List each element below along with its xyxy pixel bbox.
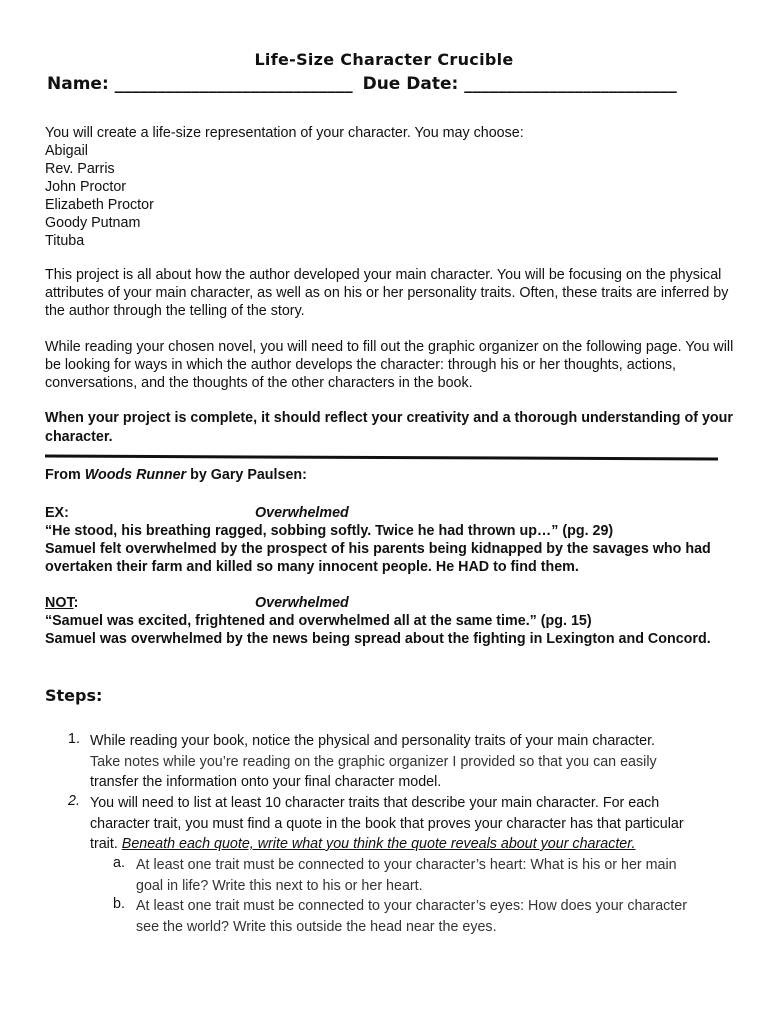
sub-a-letter: a.: [113, 855, 125, 871]
ex-explanation: Samuel felt overwhelmed by the prospect of his parents being kidnapped by the savages who had overtaken their farm and killed so many innocent people. He HAD to find them.: [45, 541, 711, 575]
choose-line: You will create a life-size representation of your character. You may choose:: [45, 125, 524, 141]
step-2: [90, 793, 684, 855]
book-title: Woods Runner: [84, 467, 187, 483]
reading-paragraph: While reading your chosen novel, you will need to fill out the graphic organizer on the following page. You will be looking for ways in which the author develops the character: through his or her thoughts, actions, conversations, and the thoughts of the other characters in the book.: [45, 339, 734, 391]
sub-a-line: At least one trait must be connected to your character’s heart: What is his or her main: [136, 857, 677, 873]
step-2-line: trait.: [90, 836, 122, 852]
from-suffix: by Gary Paulsen:: [186, 467, 307, 483]
name-due-date-row: [47, 74, 727, 94]
section-divider: [45, 455, 718, 461]
page-title: Life-Size Character Crucible: [254, 50, 514, 69]
character-option: Elizabeth Proctor: [45, 197, 154, 213]
sub-step-a: [136, 855, 677, 896]
step-1-line: transfer the information onto your final character model.: [90, 774, 442, 790]
project-paragraph: This project is all about how the author developed your main character. You will be focusing on the physical attributes of your main character, as well as on his or her personality traits. Often, these traits are inferred by the author through the telling of the story.: [45, 267, 729, 319]
step-1-number: 1.: [68, 731, 80, 747]
not-label: NOT: [45, 595, 74, 611]
example-source: [45, 466, 735, 484]
character-option: Tituba: [45, 233, 85, 249]
good-example: [45, 504, 735, 576]
step-1-line: Take notes while you’re reading on the graphic organizer I provided so that you can easily: [90, 753, 657, 770]
step-2-number: 2.: [68, 793, 80, 809]
sub-b-line: At least one trait must be connected to your character’s eyes: How does your character: [136, 898, 687, 914]
ex-quote: “He stood, his breathing ragged, sobbing softly. Twice he had thrown up…” (pg. 29): [45, 523, 614, 539]
step-2-underlined-instruction: Beneath each quote, write what you think the quote reveals about your character.: [121, 836, 636, 852]
not-colon: :: [73, 595, 79, 611]
bad-example: [45, 594, 735, 648]
step-2-line: You will need to list at least 10 character traits that describe your main character. For each: [90, 795, 660, 811]
sub-step-b: [136, 896, 687, 937]
not-quote: “Samuel was excited, frightened and overwhelmed all at the same time.” (pg. 15): [45, 613, 592, 629]
character-option: John Proctor: [45, 179, 127, 195]
sub-a-line: goal in life? Write this next to his or her heart.: [136, 877, 423, 894]
name-blank: ____________________________: [114, 74, 353, 94]
character-option: Rev. Parris: [45, 161, 115, 177]
character-choices: [45, 124, 735, 250]
complete-paragraph: When your project is complete, it should reflect your creativity and a thorough understanding of your character.: [45, 410, 733, 445]
due-date-label: Due Date:: [362, 74, 459, 94]
ex-trait: Overwhelmed: [255, 505, 349, 521]
steps-heading: Steps:: [45, 686, 103, 705]
from-prefix: From: [45, 467, 85, 483]
not-explanation: Samuel was overwhelmed by the news being spread about the fighting in Lexington and Concord.: [45, 631, 711, 647]
character-option: Abigail: [45, 143, 88, 159]
not-trait: Overwhelmed: [255, 595, 349, 611]
step-1: [90, 731, 657, 793]
name-label: Name:: [47, 74, 109, 94]
ex-label: EX:: [45, 505, 69, 521]
step-2-line: character trait, you must find a quote in the book that proves your character has that particular: [90, 815, 684, 832]
step-1-line: While reading your book, notice the physical and personality traits of your main character.: [90, 733, 656, 749]
character-option: Goody Putnam: [45, 215, 141, 231]
due-date-blank: _________________________: [464, 74, 677, 94]
sub-b-line: see the world? Write this outside the head near the eyes.: [136, 918, 497, 935]
sub-b-letter: b.: [113, 896, 125, 912]
